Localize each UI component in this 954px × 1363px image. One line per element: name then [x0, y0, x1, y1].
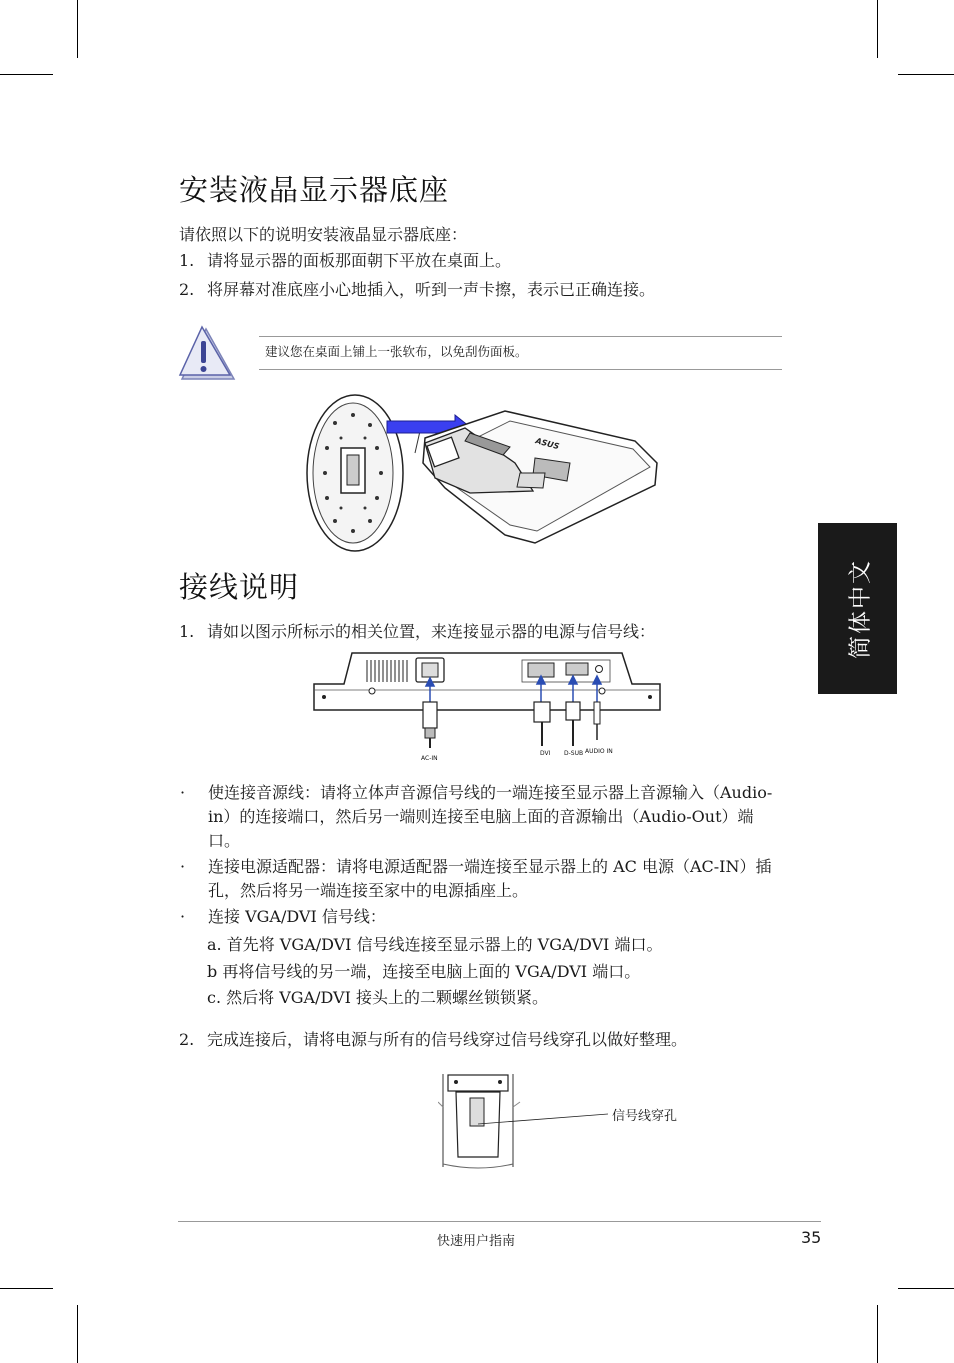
- note-top-rule: [259, 336, 782, 337]
- crop-mark: [877, 1305, 878, 1363]
- crop-mark: [898, 1288, 954, 1289]
- language-tab-label: 简体中文: [847, 558, 873, 659]
- port-label-ac-in: AC-IN: [421, 755, 438, 762]
- note-text: 建议您在桌面上铺上一张软布，以免刮伤面板。: [265, 344, 528, 359]
- step-text: 将屏幕对准底座小心地插入，听到一声卡擦，表示已正确连接。: [207, 280, 656, 299]
- port-label-audio-in: AUDIO IN: [585, 748, 613, 755]
- bullet-dot: ·: [180, 783, 186, 802]
- cable-hole-label: 信号线穿孔: [612, 1109, 678, 1124]
- bullet-text: 连接 VGA/DVI 信号线：: [208, 907, 386, 926]
- step-number: 2.: [179, 1030, 195, 1049]
- language-tab: [818, 523, 897, 694]
- footer-rule: [178, 1221, 821, 1222]
- crop-mark: [0, 1288, 53, 1289]
- step-number: 2.: [179, 280, 195, 299]
- sub-item-b: b 再将信号线的另一端，连接至电脑上面的 VGA/DVI 端口。: [207, 962, 641, 981]
- sub-item-c: c. 然后将 VGA/DVI 接头上的二颗螺丝锁锁紧。: [207, 988, 549, 1007]
- port-label-dvi: DVI: [540, 750, 551, 757]
- crop-mark: [898, 74, 954, 75]
- step-number: 1.: [179, 251, 195, 270]
- stand-installation-illustration: [305, 393, 665, 555]
- footer-guide-title: 快速用户指南: [437, 1234, 516, 1249]
- stand-step-1: [179, 248, 511, 274]
- crop-mark: [77, 1305, 78, 1363]
- connect-step-2: [179, 1027, 687, 1053]
- stand-step-2: [179, 277, 655, 303]
- crop-mark: [0, 74, 53, 75]
- step-text: 完成连接后，请将电源与所有的信号线穿过信号线穿孔以做好整理。: [207, 1030, 688, 1049]
- note-bottom-rule: [259, 369, 782, 370]
- step-text: 请将显示器的面板那面朝下平放在桌面上。: [207, 251, 512, 270]
- cable-hole-illustration: [438, 1072, 618, 1172]
- bullet-dot: ·: [180, 857, 186, 876]
- bullet-dot: ·: [180, 907, 186, 926]
- rear-panel-illustration: [312, 650, 662, 750]
- section-title-connect: 接线说明: [179, 570, 300, 604]
- page-number: 35: [801, 1228, 822, 1247]
- port-label-dsub: D-SUB: [564, 750, 584, 757]
- bullet-text: 连接电源适配器：请将电源适配器一端连接至显示器上的 AC 电源（AC-IN）插孔，然后将另一端连接至家中的电源插座上。: [208, 857, 772, 900]
- step-text: 请如以图示所标示的相关位置，来连接显示器的电源与信号线：: [207, 622, 656, 641]
- crop-mark: [877, 0, 878, 58]
- stand-intro: 请依照以下的说明安装液晶显示器底座：: [179, 225, 468, 244]
- bullet-text: 使连接音源线：请将立体声音源信号线的一端连接至显示器上音源输入（Audio-in）的连接端口，然后另一端则连接至电脑上面的音源输出（Audio-Out）端口。: [208, 783, 773, 850]
- section-title-stand: 安装液晶显示器底座: [179, 173, 450, 207]
- connect-step-1: [179, 619, 655, 645]
- crop-mark: [77, 0, 78, 58]
- step-number: 1.: [179, 622, 195, 641]
- svg-text:ASUS: ASUS: [534, 436, 561, 452]
- warning-icon: [178, 325, 238, 383]
- sub-item-a: a. 首先将 VGA/DVI 信号线连接至显示器上的 VGA/DVI 端口。: [207, 935, 663, 954]
